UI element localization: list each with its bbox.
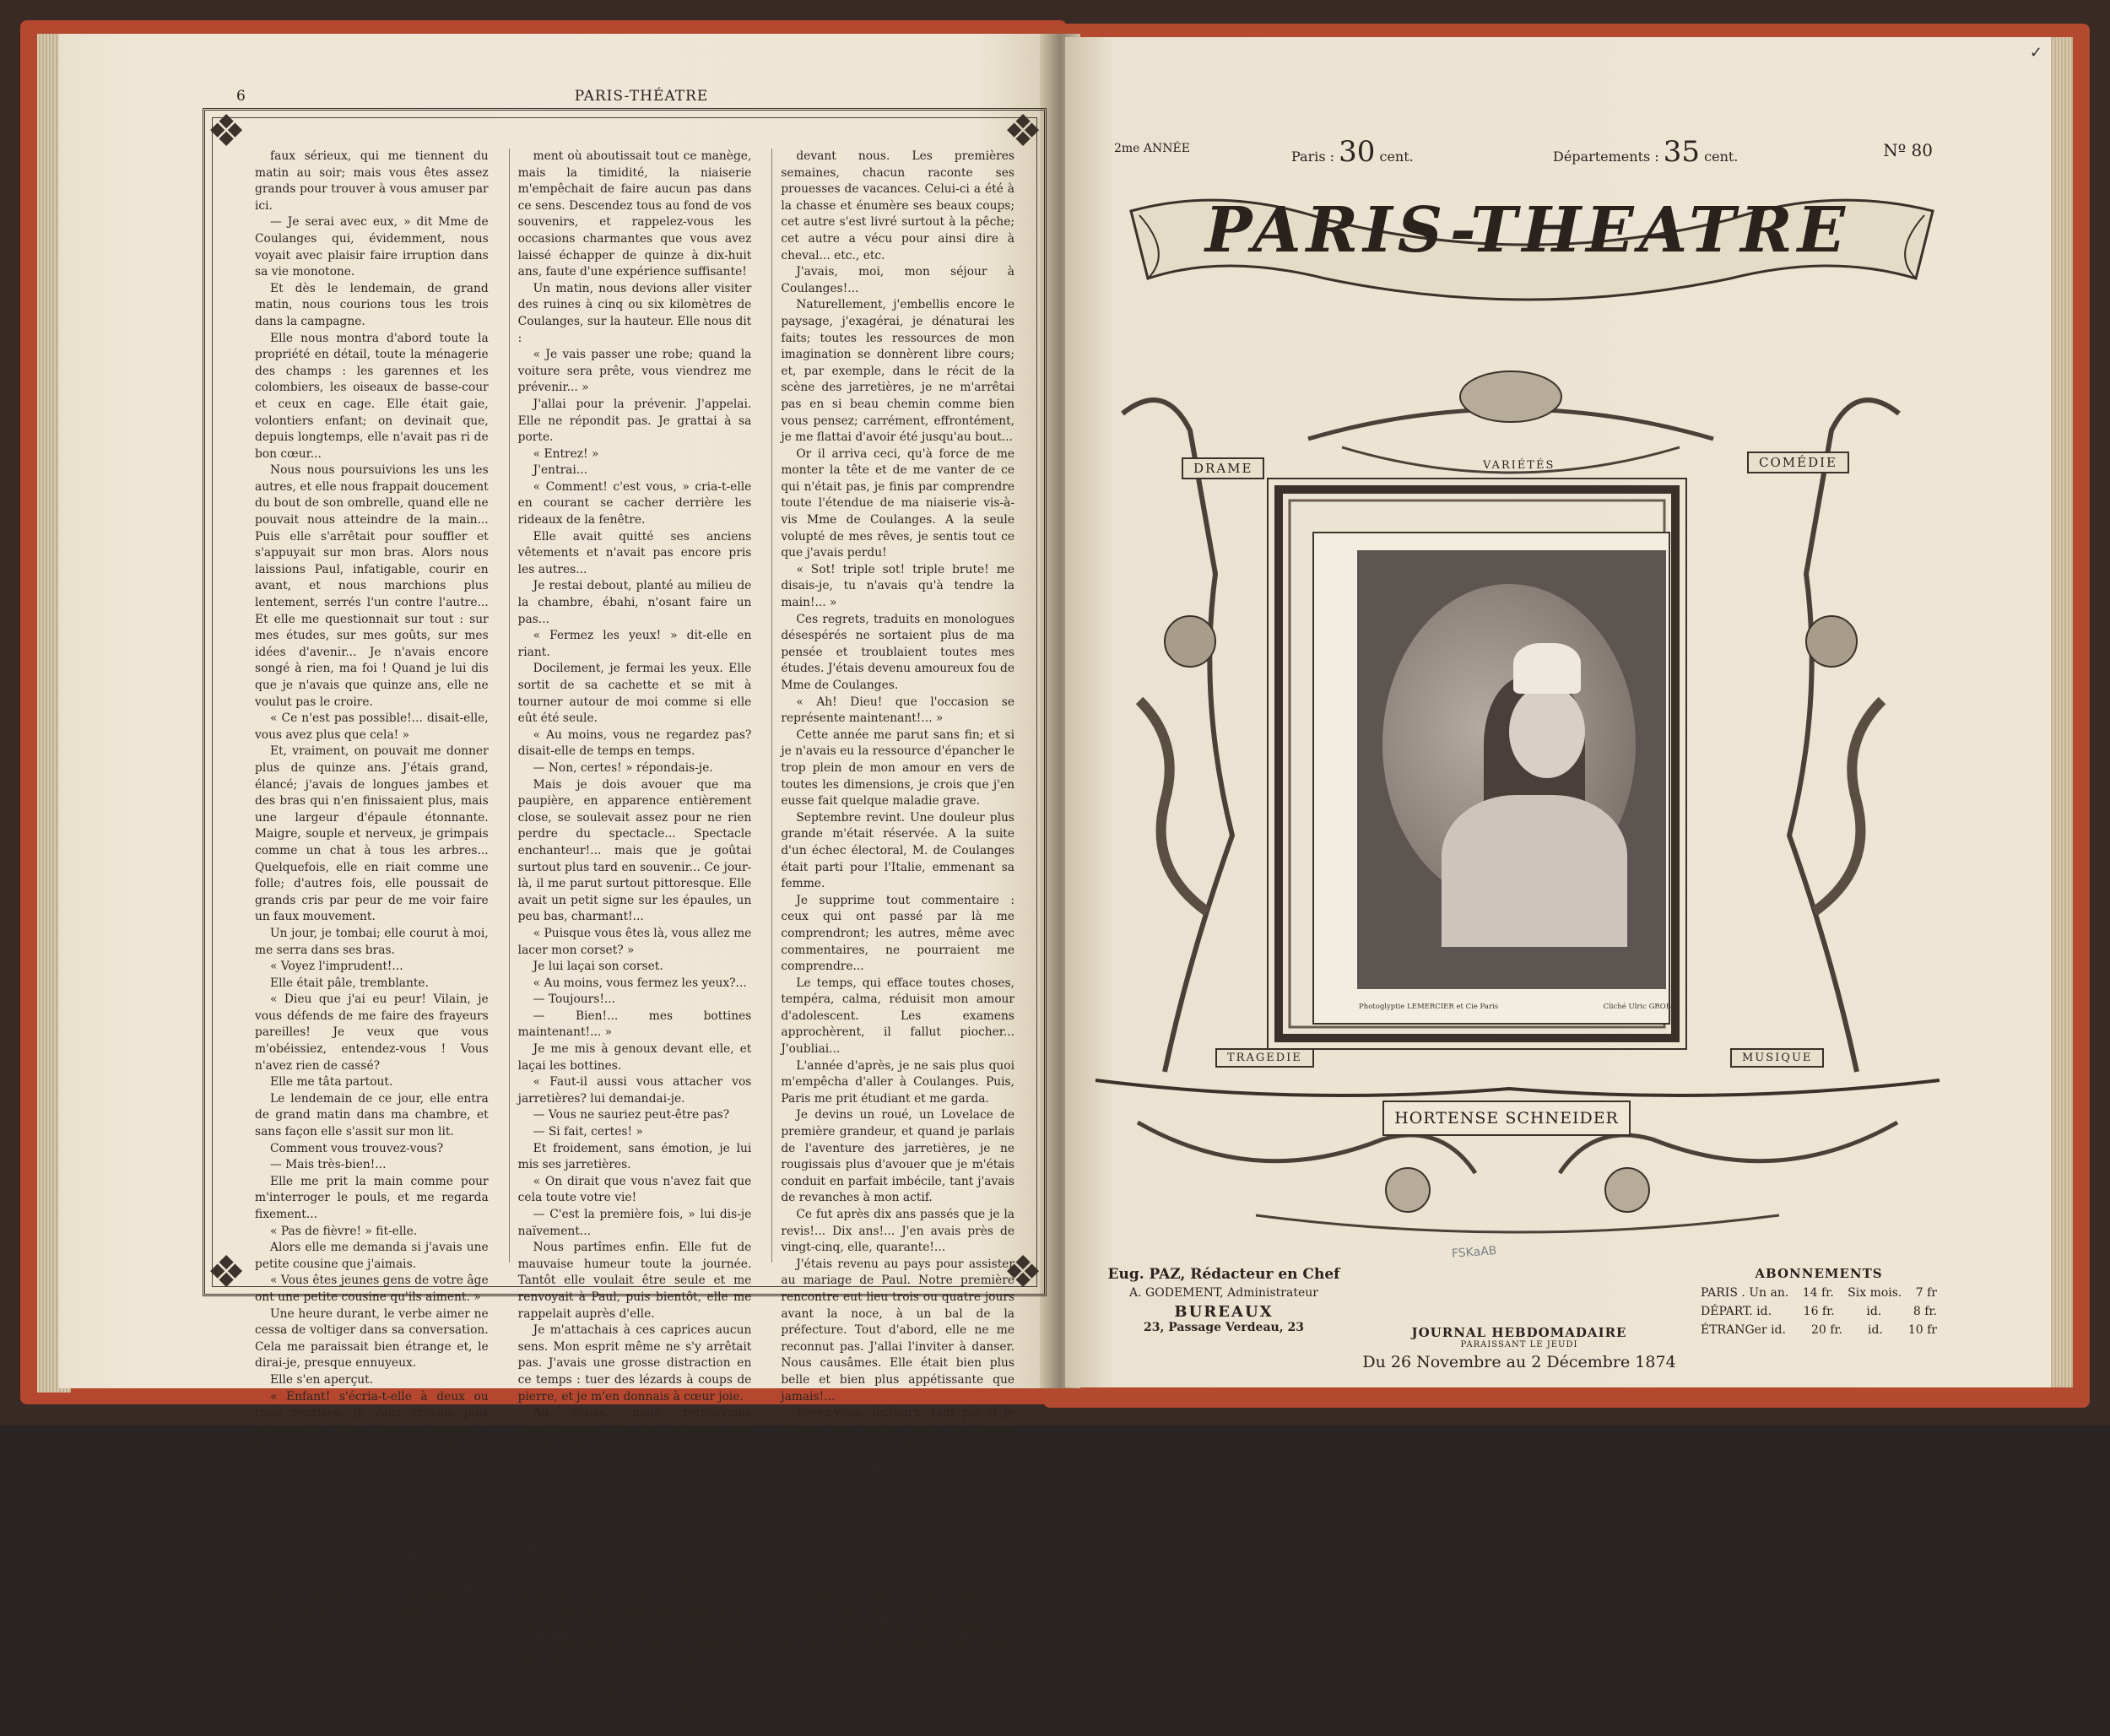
article-paragraph: « Entrez! »: [533, 446, 599, 461]
article-paragraph: Elle m'appelait par mon petit nom, me serrait les doigts, me pinçait les bras; puis elle poursuivait :: [255, 1472, 489, 1519]
text-column-2: [509, 149, 752, 1734]
article-paragraph: Je répondais à tout, en balbutiant...: [270, 1587, 479, 1602]
article-paragraph: faux sérieux, qui me tiennent du matin au soir; mais vous êtes assez grands pour trouver à vous amuser par ici.: [255, 149, 489, 213]
portrait-face: [1509, 685, 1585, 778]
article-paragraph: Le lendemain de ce jour, elle entra de grand matin dans ma chambre, et sans façon elle s'assit sur mon lit.: [255, 1091, 489, 1139]
article-paragraph: « Comment! c'est vous, » cria-t-elle en courant se cacher derrière les rideaux de la fenêtre.: [517, 479, 752, 527]
text-columns: [255, 149, 1015, 1734]
sub-six-label: id.: [1867, 1323, 1883, 1337]
article-paragraph: Je me nommai.: [796, 1571, 885, 1586]
article-paragraph: « On dirait que vous n'avez fait que cela toute votre vie!: [517, 1174, 752, 1205]
parait-label: PARAISSANT LE JEUDI: [1460, 1340, 1578, 1349]
editorial-credits: [1097, 1266, 1350, 1334]
article-paragraph: Nous partîmes enfin. Elle fut de mauvaise humeur toute la journée. Tantôt elle voulait être seule et me renvoyait à Paul, puis bientôt, elle me rappelait auprès d'elle.: [517, 1241, 752, 1321]
article-paragraph: « Je vous ai bien aimée! ajoutai-je aussitôt avec un accent superbement lyrique.: [781, 1620, 1015, 1668]
annee: 2me ANNÉE: [1114, 142, 1190, 155]
article-paragraph: Une heure durant, le verbe aimer ne cessa de voltiger dans sa conversation. Cela me paraissait bien étrange et, le dirai-je, presque ennuyeux.: [255, 1306, 489, 1371]
article-paragraph: « Vous ne me reconnaissez pas? » lui dis-je entre deux figures de quadrille.: [781, 1522, 1015, 1569]
sub-six: 8 fr.: [1913, 1305, 1937, 1318]
article-paragraph: Un matin, nous devions aller visiter des ruines à cinq ou six kilomètres de Coulanges, sur la hauteur. Elle nous dit :: [517, 281, 752, 345]
running-title: PARIS-THÉATRE: [574, 88, 709, 105]
issue-dates: Du 26 Novembre au 2 Décembre 1874: [1362, 1353, 1676, 1371]
article-paragraph: Ce sera pour une autre fois.: [796, 1505, 962, 1519]
article-paragraph: Elle s'en aperçut.: [270, 1372, 374, 1387]
bureaux-label: BUREAUX: [1174, 1303, 1274, 1321]
abonnements-title: ABONNEMENTS: [1755, 1266, 1883, 1281]
photo-credit-left: Photoglyptie LEMERCIER et Cie Paris: [1359, 1003, 1499, 1011]
article-paragraph: « Enfant! s'écria-t-elle à deux ou trois reprises, je vous croyais plus raisonnable. Vous êtes un homme!... Vous ne paraissez pas vous en douter! »: [255, 1389, 489, 1469]
journal-label: JOURNAL HEBDOMADAIRE: [1411, 1325, 1627, 1340]
article-paragraph: Je lui laçai son corset.: [533, 960, 663, 974]
sub-year: 20 fr.: [1810, 1323, 1842, 1337]
article-paragraph: Septembre revint. Une douleur plus grande m'était réservée. A la suite d'un échec électoral, M. de Coulanges était parti pour l'Italie, emmenant sa femme.: [781, 810, 1015, 891]
article-paragraph: Au repas, nous retrouvions régulièrement Mme de Coulanges avec son livre. De temps en temps :: [517, 1406, 752, 1453]
article-paragraph: « Puisque vous êtes là, vous allez me lacer mon corset? »: [517, 926, 752, 957]
article-paragraph: Elle me tâta partout.: [270, 1075, 393, 1090]
article-paragraph: Le temps, qui efface toutes choses, tempéra, calma, réduisit mon amour d'adolescent. Les examens approchèrent, il fallut piocher... J'oubliai...: [781, 976, 1015, 1057]
article-paragraph: — Mais très-bien!...: [270, 1158, 387, 1172]
article-paragraph: — Toujours!...: [533, 992, 616, 1007]
article-paragraph: « Au moins, vous fermez les yeux?...: [533, 976, 747, 990]
article-paragraph: — Si fait, certes! »: [533, 1125, 643, 1139]
sub-year: 16 fr.: [1803, 1305, 1835, 1318]
sub-six: 7 fr: [1915, 1286, 1937, 1300]
article-paragraph: « Vous amusez-vous ici? nous demandait-il sans se déranger de sa lecture.: [517, 1455, 752, 1503]
article-paragraph: Et dès le lendemain, de grand matin, nous courions tous les trois dans la campagne.: [255, 281, 489, 328]
corner-ornament-icon: ❖: [206, 106, 246, 157]
article-paragraph: Elle avait quitté ses anciens vêtements et n'avait pas encore pris les autres...: [517, 529, 752, 576]
article-paragraph: « Au moins, vous ne regardez pas? disait-elle de temps en temps.: [517, 727, 752, 759]
article-paragraph: J'entrai...: [533, 463, 587, 478]
article-paragraph: « Sot! triple sot! triple brute! me disais-je, tu n'avais qu'à tendre la main!... »: [781, 562, 1015, 610]
article-paragraph: Je devins un roué, un Lovelace de première grandeur, et quand je parlais de l'aventure des jarretières, je ne rougissais plus d'avouer que je m'étais conduit en parfait imbécile, tant j'avais de revanches à mon actif.: [781, 1108, 1015, 1205]
admin-line: A. GODEMENT, Administrateur: [1129, 1286, 1318, 1300]
dept-cent: cent.: [1704, 149, 1739, 165]
article-paragraph: Ah! que n'ai-je le temps de vous développer ma thèse!...: [781, 1472, 1015, 1503]
article-paragraph: Je restai debout, planté au milieu de la chambre, ébahi, n'osant faire un pas...: [517, 579, 752, 626]
paris-label: Paris :: [1291, 149, 1335, 165]
masthead-info: [1114, 135, 1933, 169]
article-paragraph: — Allons! c'est bien! c'est bien! il faut que les enfants s'amusent. »: [517, 1538, 752, 1569]
article-paragraph: J'allai pour la prévenir. J'appelai. Elle ne répondit pas. Je grattai à sa porte.: [517, 397, 752, 445]
article-paragraph: Or il arriva ceci, qu'à force de me monter la tête et de me vanter de ce qui n'était pas, je finis par comprendre toute l'étendue de ma niaiserie vis-à-vis Mme de Coulanges. A la seule volupté de mes rêves, je sentis tout ce que j'avais perdu!: [781, 446, 1015, 560]
article-paragraph: Elle était pâle, tremblante.: [270, 976, 429, 990]
article-paragraph: Je m'attachais à ces caprices aucun sens. Mon esprit même ne s'y arrêtait pas. J'avais une grosse distraction en ce temps : tuer des lézards à coups de pierre, et je m'en donnais à cœur joie.: [517, 1323, 752, 1403]
article-paragraph: Alors elle me demanda si j'avais une petite cousine que j'aimais.: [255, 1241, 489, 1271]
sub-label: ÉTRANGer id.: [1701, 1323, 1786, 1337]
sub-six-label: Six mois.: [1848, 1286, 1902, 1300]
article-paragraph: — C'est la première fois, » lui dis-je naïvement...: [517, 1208, 752, 1238]
corner-ornament-icon: ❖: [206, 1247, 246, 1298]
subscription-row: [1701, 1286, 1937, 1300]
text-column-1: [255, 149, 489, 1635]
article-paragraph: « Fermez les yeux! » dit-elle en riant.: [517, 629, 752, 659]
article-paragraph: « Vous! » fit-elle un peu étonnée.: [796, 1587, 991, 1602]
ink-stamp: FSKaAB: [1451, 1244, 1497, 1261]
paris-price-value: 30: [1339, 135, 1376, 169]
article-paragraph: « Vous êtes jeunes gens de votre âge ont une petite cousine qu'ils aiment. »: [255, 1274, 489, 1304]
subscription-row: [1701, 1323, 1937, 1337]
dept-price-value: 35: [1663, 135, 1701, 169]
sub-six-label: id.: [1866, 1305, 1882, 1318]
pencil-mark-icon: ✓: [2029, 44, 2042, 62]
article-paragraph: « Dieu que j'ai eu peur! Vilain, je vous défends de me faire des frayeurs pareilles! Je veux que vous m'obéissiez, entendez-vous ! Vous n'avez rien de cassé?: [255, 992, 489, 1073]
subscriptions: [1701, 1266, 1937, 1337]
article-paragraph: Et froidement, sans émotion, je lui mis ses jarretières.: [517, 1141, 752, 1172]
article-paragraph: « Avez-vous l'intention de vous marier?... Aimerez-vous votre femme?... Comment la voulez-vous? Serez-vous jaloux?... » etc., etc.: [255, 1522, 489, 1586]
article-paragraph: Ce fut après dix ans passés que je la revis!... Dix ans!... J'en avais près de vingt-cinq, elle, quarante!...: [781, 1208, 1015, 1255]
paris-cent: cent.: [1379, 149, 1414, 165]
article-paragraph: devant nous. Les premières semaines, chacun raconte ses prouesses de vacances. Celui-ci a été à la chasse et énumère ses beaux coups; cet autre s'est livré surtout à la pêche; cet autre a vécu pour ainsi dire à cheval... etc., etc.: [781, 149, 1015, 262]
article-paragraph: « Voyez l'imprudent!...: [270, 960, 403, 974]
article-paragraph: Comment vous trouvez-vous?: [270, 1141, 444, 1155]
article-paragraph: Je supprime tout commentaire : ceux qui ont passé par là me comprendront; les autres, même avec commentaires, ne pourraient me comprendre...: [781, 893, 1015, 974]
editor-line: Eug. PAZ, Rédacteur en Chef: [1107, 1266, 1340, 1283]
label-musique: MUSIQUE: [1730, 1048, 1824, 1068]
article-paragraph: Nous nous poursuivions les uns les autres, et elle nous frappait doucement du bout de son ombrelle, quand elle ne pouvait nous atteindre de la main... Puis elle s'arrêtait pour souffler et s'appuyait sur mon bras. Alors nous laissions Paul, infatigable, courir en avant, et nous marchions plus lentement, serrés l'un contre l'autre... Et elle me questionnait sur tout : sur mes études, sur mes goûts, sur mes idées d'avenir... Je n'avais encore songé à rien, ma foi ! Quand je lui dis que je n'avais que quinze ans, elle ne voulut pas le croire.: [255, 463, 489, 709]
oval-vignette: [1382, 584, 1636, 905]
publication-info: [1350, 1325, 1688, 1371]
issue-number: Nº 80: [1883, 140, 1933, 160]
article-paragraph: — Je serai avec eux, » dit Mme de Coulanges qui, évidemment, nous voyait avec plaisir faire irruption dans sa vie monotone.: [255, 215, 489, 279]
bureaux-address: 23, Passage Verdeau, 23: [1144, 1321, 1304, 1334]
article-paragraph: Naturellement, j'embellis encore le paysage, j'exagérai, je dénaturai les faits; toutes les ressources de mon imagination se donnèrent libre cours; et, par exemple, dans le récit de la scène des jarretières, je ne m'arrêtai pas en si beau chemin comme bien vous pensez; carrément, effrontément, je me flattai d'avoir été jusqu'au bout...: [781, 298, 1015, 445]
sub-six: 10 fr: [1907, 1323, 1937, 1337]
photo-credit-right: Cliché Ulric GROB: [1603, 1003, 1671, 1011]
portrait-body: [1442, 795, 1627, 947]
article-paragraph: Mais je dois avouer que ma paupière, en apparence entièrement close, se soulevait assez pour ne rien perdre du spectacle... Spectacle enchanteur!... mais que je goûtai surtout plus tard en souvenir... Ce jour-là, il me parut surtout pittoresque. Elle avait un petit signe sur les épaules, un peu bas, charmant!...: [517, 777, 752, 924]
newspaper-title: PARIS-THEATRE: [1204, 194, 1851, 267]
article-paragraph: « Faut-il aussi vous attacher vos jarretières? lui demandai-je.: [517, 1075, 752, 1106]
corner-ornament-icon: ❖: [1003, 1247, 1043, 1298]
label-tragedie: TRAGEDIE: [1215, 1048, 1314, 1068]
sub-label: DÉPART. id.: [1701, 1305, 1772, 1318]
article-paragraph: Un jour, je tombai; elle courut à moi, me serra dans ses bras.: [255, 926, 489, 957]
photo-credits: [1359, 1003, 1671, 1011]
article-paragraph: Eh ! mon Dieu! je comprenais bien vague-: [255, 1604, 489, 1635]
article-paragraph: « Ce n'est pas possible!... disait-elle, vous avez plus que cela! »: [255, 711, 489, 742]
subscription-row: [1701, 1305, 1937, 1318]
article-paragraph: — Vous ne sauriez peut-être pas?: [533, 1108, 730, 1122]
article-paragraph: Docilement, je fermai les yeux. Elle sortit de sa cachette et se mit à tourner autour de moi comme si elle eût été seule.: [517, 662, 752, 726]
text-column-3: [771, 149, 1015, 1668]
article-paragraph: « Ah! Dieu! que l'occasion se représente maintenant!... »: [781, 695, 1015, 726]
article-paragraph: Ces regrets, traduits en monologues désespérés ne sortaient plus de ma pensée et troublaient toutes mes études. J'étais devenu amoureux fou de Mme de Coulanges.: [781, 612, 1015, 692]
article-paragraph: Voyez-vous, lecteurs, tant pis si je froisse vos goûts, mais la femme séduisante entre toutes, c'est la femme de quarante ans bien conservée.: [781, 1406, 1015, 1469]
label-varietes: VARIÉTÉS: [1483, 459, 1555, 472]
article-paragraph: C'étaient là les seuls rapports que nous eussions avec lui.: [517, 1571, 752, 1602]
portrait-photo: [1357, 550, 1666, 989]
article-paragraph: Nous partîmes et le collège rouvrit ses portes: [517, 1703, 752, 1734]
portrait-crown: [1513, 643, 1581, 694]
article-paragraph: — Oh! oui, répondions-nous tout d'une voix.: [517, 1505, 752, 1536]
article-paragraph: Les vacances, cependant, touchaient à leur fin.: [517, 1604, 752, 1635]
article-paragraph: Il fallut songer au départ. Durant les derniers jours, Mme de Coulanges se montra avec moi pleine de réserve et presque de froideur...: [517, 1637, 752, 1701]
paris-price: [1291, 135, 1414, 169]
article-paragraph: J'étais revenu au pays pour assister au mariage de Paul. Notre première rencontre eut lieu trois ou quatre jours avant la noce, à un bal de la préfecture. Tout d'abord, elle ne me reconnut pas. J'allai l'inviter à danser. Nous causâmes. Elle était bien plus belle et bien plus appétissante que jamais!...: [781, 1257, 1015, 1403]
article-paragraph: ment où aboutissait tout ce manège, mais la timidité, la niaiserie m'empêchait de faire aucun pas dans ce sens. Descendez tous au fond de vos souvenirs, et rappelez-vous les occasions charmantes que vous avez laissé échapper de quinze à dix-huit ans, faute d'une expérience suffisante!: [517, 149, 752, 279]
dept-price: [1553, 135, 1738, 169]
portrait-name: HORTENSE SCHNEIDER: [1382, 1101, 1631, 1136]
article-paragraph: Cette année me parut sans fin; et si je n'avais eu la ressource d'épancher le trop plein de mon amour en vers de toutes les dimensions, je crois que j'en eusse fait quelque maladie grave.: [781, 727, 1015, 809]
article-paragraph: Et, vraiment, on pouvait me donner plus de quinze ans. J'étais grand, élancé; j'avais de longues jambes et des bras qui n'en finissaient plus, mais une largeur d'épaule étonnante. Maigre, souple et nerveux, je grimpais comme un chat à tous les arbres... Quelquefois, elle en riait comme une folle; d'autres fois, elle poussait de grands cris par peur de me voir faire un faux mouvement.: [255, 744, 489, 924]
label-drame: DRAME: [1182, 457, 1264, 479]
article-paragraph: L'année d'après, je ne sais plus quoi m'empêcha d'aller à Coulanges. Puis, Paris me prit étudiant et me garda.: [781, 1058, 1015, 1106]
page-number: 6: [236, 88, 246, 105]
article-paragraph: « Pas de fièvre! » fit-elle.: [270, 1224, 418, 1238]
article-paragraph: J'avais, moi, mon séjour à Coulanges!...: [781, 265, 1015, 295]
label-comedie: COMÉDIE: [1747, 452, 1849, 473]
article-paragraph: Elle rougit légèrement.: [796, 1604, 934, 1619]
article-paragraph: Je me mis à genoux devant elle, et laçai les bottines.: [517, 1042, 752, 1073]
article-paragraph: « Je vais passer une robe; quand la voiture sera prête, vous viendrez me prévenir... »: [517, 348, 752, 395]
sub-label: PARIS . Un an.: [1701, 1286, 1789, 1300]
article-paragraph: — Bien!... mes bottines maintenant!... »: [517, 1009, 752, 1040]
article-paragraph: — Non, certes! » répondais-je.: [533, 760, 713, 775]
sub-year: 14 fr.: [1802, 1286, 1834, 1300]
corner-ornament-icon: ❖: [1003, 106, 1043, 157]
dept-label: Départements :: [1553, 149, 1659, 165]
article-paragraph: Elle me prit la main comme pour m'interroger le pouls, et me regarda fixement...: [255, 1174, 489, 1221]
article-paragraph: Elle nous montra d'abord toute la propriété en détail, toute la ménagerie des champs : les garennes et les colombiers, les oiseaux de basse-cour et ceux en cage. Elle était gaie, volontiers enfant; on devinait que, depuis longtemps, elle n'avait pas ri de bon cœur...: [255, 331, 489, 461]
bottom-scroll-ornament: [1087, 1072, 1948, 1241]
